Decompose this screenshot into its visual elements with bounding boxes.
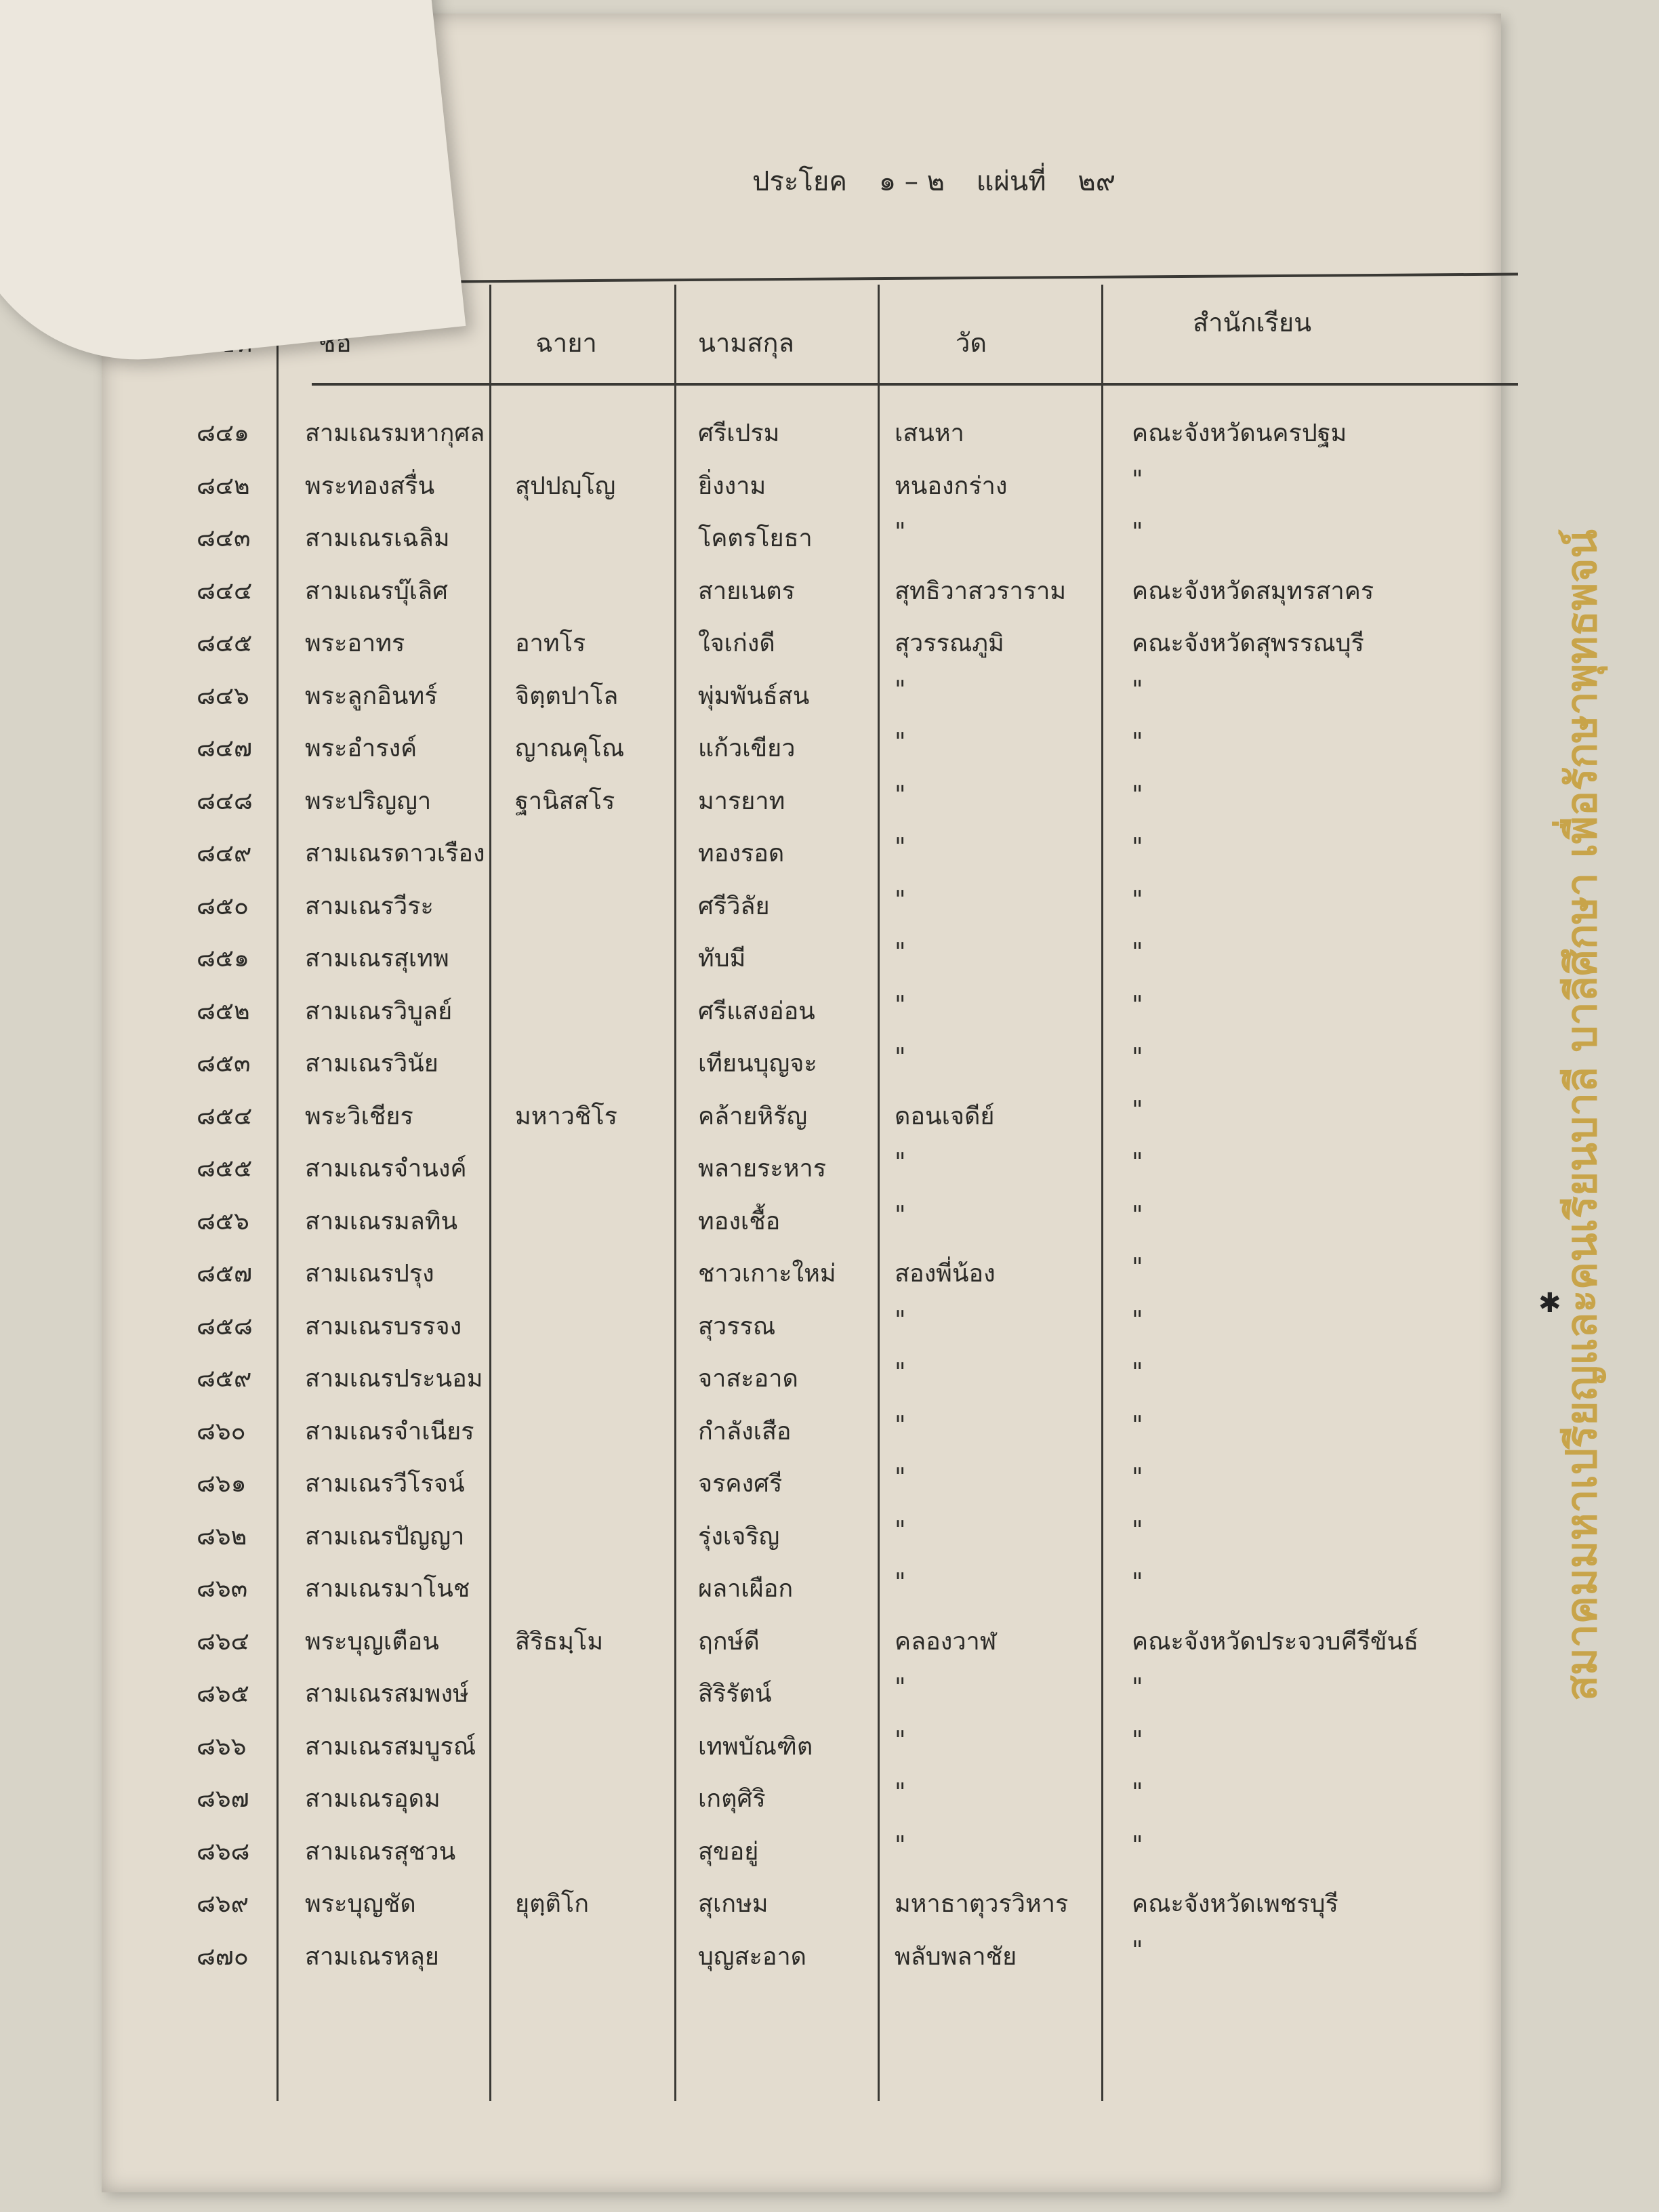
cell-office: คณะจังหวัดสุพรรณบุรี	[1132, 630, 1364, 657]
cell-name: พระวิเชียร	[305, 1102, 413, 1130]
cell-wat: "	[895, 1464, 906, 1492]
cell-wat: "	[895, 834, 906, 861]
cell-no: ๘๖๑	[197, 1470, 247, 1498]
table-row	[102, 1307, 1501, 1354]
cell-name: พระบุญชัด	[305, 1890, 416, 1918]
cell-office: "	[1132, 1831, 1143, 1860]
cell-name: สามเณรวีโรจน์	[305, 1470, 465, 1498]
cell-name: สามเณรมหากุศล	[305, 419, 485, 447]
cell-no: ๘๕๑	[197, 945, 249, 972]
table-row	[102, 1517, 1501, 1564]
table-row	[102, 1569, 1501, 1616]
cell-office: "	[1132, 1464, 1143, 1492]
previous-page-corner	[0, 0, 466, 377]
cell-name: สามเณรวีระ	[305, 892, 434, 920]
cell-office: คณะจังหวัดนครปฐม	[1132, 419, 1347, 447]
cell-name: สามเณรดาวเรือง	[305, 840, 485, 867]
cell-wat: มหาธาตุวรวิหาร	[895, 1890, 1069, 1918]
cell-name: พระบุญเตือน	[305, 1627, 439, 1656]
cell-alias: สิริธมฺโม	[515, 1627, 604, 1656]
cell-no: ๘๕๗	[197, 1260, 253, 1288]
cell-surname: กำลังเสือ	[698, 1417, 792, 1446]
cell-name: พระอาทร	[305, 630, 405, 657]
cell-name: พระปริญญา	[305, 787, 432, 815]
table-row	[102, 1832, 1501, 1879]
cell-no: ๘๖๔	[197, 1627, 249, 1656]
cell-surname: สายเนตร	[698, 577, 795, 605]
sheet-label: แผ่นที่	[976, 166, 1046, 197]
cell-surname: เทพบัณฑิต	[698, 1732, 813, 1761]
cell-office: "	[1132, 1254, 1143, 1282]
cell-surname: สุเกษม	[698, 1890, 769, 1918]
cell-surname: ทองรอด	[698, 840, 785, 867]
cell-office: "	[1132, 466, 1143, 494]
cell-no: ๘๖๐	[197, 1417, 246, 1446]
cell-no: ๘๖๒	[197, 1522, 247, 1551]
table-row	[102, 939, 1501, 986]
cell-office: "	[1132, 834, 1143, 861]
column-header-name: ชื่อ	[319, 328, 352, 358]
cell-name: พระลูกอินทร์	[305, 682, 438, 710]
cell-office: "	[1132, 518, 1143, 546]
cell-no: ๘๕๔	[197, 1102, 253, 1130]
table-row	[102, 1359, 1501, 1406]
cell-name: สามเณรปัญญา	[305, 1522, 465, 1551]
cell-alias: จิตฺตปาโล	[515, 682, 619, 710]
cell-wat: "	[895, 781, 906, 809]
cell-office: "	[1132, 1411, 1143, 1439]
table-row	[102, 781, 1501, 829]
column-header-office: สำนักเรียน	[1193, 308, 1312, 337]
cell-office: คณะจังหวัดเพชรบุรี	[1132, 1890, 1338, 1918]
column-header-wat: วัด	[956, 328, 987, 358]
cell-surname: ศรีแสงอ่อน	[698, 997, 815, 1025]
sheet-value: ๒๙	[1078, 166, 1115, 197]
cell-office: "	[1132, 1306, 1143, 1334]
cell-surname: ชาวเกาะใหม่	[698, 1260, 836, 1288]
cell-surname: โคตรโยธา	[698, 525, 813, 552]
cell-name: พระทองสรื่น	[305, 472, 435, 500]
cell-no: ๘๖๙	[197, 1890, 249, 1918]
cell-wat: คลองวาฬ	[895, 1627, 997, 1656]
cell-name: สามเณรหลุย	[305, 1942, 439, 1971]
cell-no: ๘๔๕	[197, 630, 253, 657]
cell-wat: "	[895, 1201, 906, 1229]
cell-name: สามเณรปรุง	[305, 1260, 434, 1288]
cell-surname: ฤกษ์ดี	[698, 1627, 760, 1656]
cell-alias: สุปปญฺโญ	[515, 472, 616, 500]
cell-surname: รุ่งเจริญ	[698, 1522, 780, 1551]
cell-no: ๘๖๖	[197, 1732, 247, 1761]
cell-wat: "	[895, 1726, 906, 1755]
table-row	[102, 991, 1501, 1039]
cell-no: ๘๖๘	[197, 1837, 250, 1866]
cell-wat: "	[895, 1831, 906, 1860]
table-row	[102, 1727, 1501, 1774]
table-row	[102, 729, 1501, 776]
cell-wat: "	[895, 518, 906, 546]
cell-office: "	[1132, 1359, 1143, 1387]
cell-surname: สุขอยู่	[698, 1837, 759, 1866]
column-header-alias: ฉายา	[535, 328, 597, 358]
table-row	[102, 886, 1501, 934]
cell-no: ๘๗๐	[197, 1942, 249, 1971]
cell-surname: ยิ่งงาม	[698, 472, 766, 500]
cell-office: "	[1132, 886, 1143, 914]
cell-no: ๘๔๗	[197, 735, 253, 762]
cell-surname: ใจเก่งดี	[698, 630, 775, 657]
cell-no: ๘๕๐	[197, 892, 249, 920]
cell-no: ๘๔๒	[197, 472, 250, 500]
cell-no: ๘๕๙	[197, 1365, 252, 1393]
cell-no: ๘๕๖	[197, 1207, 249, 1235]
cell-no: ๘๖๕	[197, 1680, 249, 1708]
cell-wat: "	[895, 676, 906, 704]
cell-name: สามเณรสมบูรณ์	[305, 1732, 476, 1761]
cell-office: "	[1132, 991, 1143, 1019]
cell-surname: ทับมี	[698, 945, 746, 972]
cell-surname: แก้วเขียว	[698, 735, 796, 762]
table-row	[102, 1149, 1501, 1196]
cell-surname: คล้ายหิรัญ	[698, 1102, 808, 1130]
cell-surname: สิริรัตน์	[698, 1680, 772, 1708]
table-row	[102, 466, 1501, 514]
cell-name: สามเณรสุชวน	[305, 1837, 456, 1866]
cell-wat: "	[895, 1516, 906, 1544]
cell-name: สามเณรจำนงค์	[305, 1155, 467, 1183]
cell-wat: "	[895, 886, 906, 914]
cell-wat: "	[895, 991, 906, 1019]
table-row	[102, 413, 1501, 461]
table-row	[102, 1254, 1501, 1301]
watermark-text: สมาคมมหาเปรียญและคนเรียนบาลี บาลีศึกษา เพื่อรักษาพุทธพจน์	[1557, 529, 1606, 1701]
cell-surname: สุวรรณ	[698, 1312, 776, 1340]
cell-office: "	[1132, 1569, 1143, 1597]
table-row	[102, 1937, 1501, 1984]
cell-surname: ผลาเผือก	[698, 1575, 794, 1603]
table-row	[102, 1412, 1501, 1459]
cell-no: ๘๔๓	[197, 525, 251, 552]
cell-alias: อาทโร	[515, 630, 586, 657]
cell-surname: ทองเชื้อ	[698, 1207, 781, 1235]
cell-wat: หนองกร่าง	[895, 472, 1008, 500]
cell-surname: จาสะอาด	[698, 1365, 798, 1393]
cell-no: ๘๕๕	[197, 1155, 253, 1183]
cell-surname: จรคงศรี	[698, 1470, 783, 1498]
cell-office: คณะจังหวัดประจวบคีรีขันธ์	[1132, 1627, 1419, 1656]
cell-no: ๘๕๓	[197, 1050, 251, 1078]
cell-wat: ดอนเจดีย์	[895, 1102, 995, 1130]
table-row	[102, 518, 1501, 566]
cell-no: ๘๔๙	[197, 840, 252, 867]
cell-surname: เกตุศิริ	[698, 1785, 766, 1813]
table-row	[102, 834, 1501, 881]
cell-surname: ศรีเปรม	[698, 419, 780, 447]
cell-alias: ฐานิสสโร	[515, 787, 615, 815]
cell-office: "	[1132, 939, 1143, 966]
cell-name: สามเณรวิบูลย์	[305, 997, 453, 1025]
cell-no: ๘๔๖	[197, 682, 249, 710]
cell-name: สามเณรสุเทพ	[305, 945, 449, 972]
cell-alias: ญาณคุโณ	[515, 735, 625, 762]
cell-alias: มหาวชิโร	[515, 1102, 617, 1130]
cell-wat: เสนหา	[895, 419, 964, 447]
prayok-label: ประโยค	[752, 166, 848, 197]
cell-office: "	[1132, 1936, 1143, 1965]
table-row	[102, 1202, 1501, 1249]
cell-no: ๘๔๑	[197, 419, 249, 447]
cell-wat: "	[895, 729, 906, 756]
cell-surname: มารยาท	[698, 787, 785, 815]
cell-name: สามเณรมลทิน	[305, 1207, 458, 1235]
cell-no: ๘๕๘	[197, 1312, 253, 1340]
table-top-rule	[305, 273, 1518, 284]
table-row	[102, 1622, 1501, 1669]
cell-office: "	[1132, 729, 1143, 756]
cell-surname: ศรีวิลัย	[698, 892, 770, 920]
cell-office: "	[1132, 1201, 1143, 1229]
cell-surname: พุ่มพันธ์สน	[698, 682, 810, 710]
cell-surname: บุญสะอาด	[698, 1942, 807, 1971]
cell-surname: พลายระหาร	[698, 1155, 827, 1183]
cell-wat: "	[895, 1359, 906, 1387]
cell-wat: "	[895, 1044, 906, 1071]
cell-no: ๘๔๔	[197, 577, 253, 605]
table-row	[102, 1779, 1501, 1826]
cell-wat: "	[895, 1149, 906, 1176]
cell-name: สามเณรจำเนียร	[305, 1417, 474, 1446]
cell-name: สามเณรเฉลิม	[305, 525, 450, 552]
cell-no: ๘๕๒	[197, 997, 250, 1025]
cell-surname: เทียนบุญจะ	[698, 1050, 817, 1078]
table-row	[102, 1464, 1501, 1511]
cell-wat: "	[895, 1306, 906, 1334]
cell-office: "	[1132, 1726, 1143, 1755]
cell-wat: "	[895, 1779, 906, 1807]
cell-name: สามเณรวินัย	[305, 1050, 438, 1078]
cell-wat: "	[895, 1674, 906, 1702]
cell-no: ๘๖๗	[197, 1785, 249, 1813]
table-row	[102, 571, 1501, 619]
cell-office: คณะจังหวัดสมุทรสาคร	[1132, 577, 1374, 605]
cell-office: "	[1132, 1516, 1143, 1544]
table-row	[102, 1674, 1501, 1721]
cell-name: สามเณรบรรจง	[305, 1312, 462, 1340]
cell-wat: "	[895, 939, 906, 966]
cell-name: สามเณรสมพงษ์	[305, 1680, 469, 1708]
table-row	[102, 1044, 1501, 1091]
cell-office: "	[1132, 781, 1143, 809]
cell-office: "	[1132, 1149, 1143, 1176]
cell-name: สามเณรประนอม	[305, 1365, 483, 1393]
prayok-value: ๑ – ๒	[878, 166, 945, 197]
cell-alias: ยุตฺติโก	[515, 1890, 589, 1918]
cell-wat: พลับพลาชัย	[895, 1942, 1017, 1971]
column-header-surname: นามสกุล	[698, 328, 794, 358]
ant-icon: ✱	[1538, 1288, 1561, 1319]
cell-wat: สุวรรณภูมิ	[895, 630, 1004, 657]
cell-wat: สองพี่น้อง	[895, 1260, 996, 1288]
cell-wat: "	[895, 1411, 906, 1439]
cell-office: "	[1132, 1674, 1143, 1702]
table-row	[102, 1884, 1501, 1931]
table-row	[102, 676, 1501, 724]
cell-no: ๘๔๘	[197, 787, 253, 815]
table-row	[102, 623, 1501, 671]
cell-office: "	[1132, 1096, 1143, 1124]
cell-wat: "	[895, 1569, 906, 1597]
cell-no: ๘๖๓	[197, 1575, 248, 1603]
cell-office: "	[1132, 1779, 1143, 1807]
cell-name: สามเณรอุดม	[305, 1785, 441, 1813]
cell-name: พระอำรงค์	[305, 735, 417, 762]
page-header	[752, 159, 1139, 203]
cell-name: สามเณรมาโนช	[305, 1575, 470, 1603]
cell-office: "	[1132, 1044, 1143, 1071]
table-row	[102, 1097, 1501, 1144]
cell-office: "	[1132, 676, 1143, 704]
cell-name: สามเณรบุ๊เลิศ	[305, 577, 449, 605]
cell-wat: สุทธิวาสวราราม	[895, 577, 1067, 605]
table-header-rule	[312, 383, 1518, 386]
